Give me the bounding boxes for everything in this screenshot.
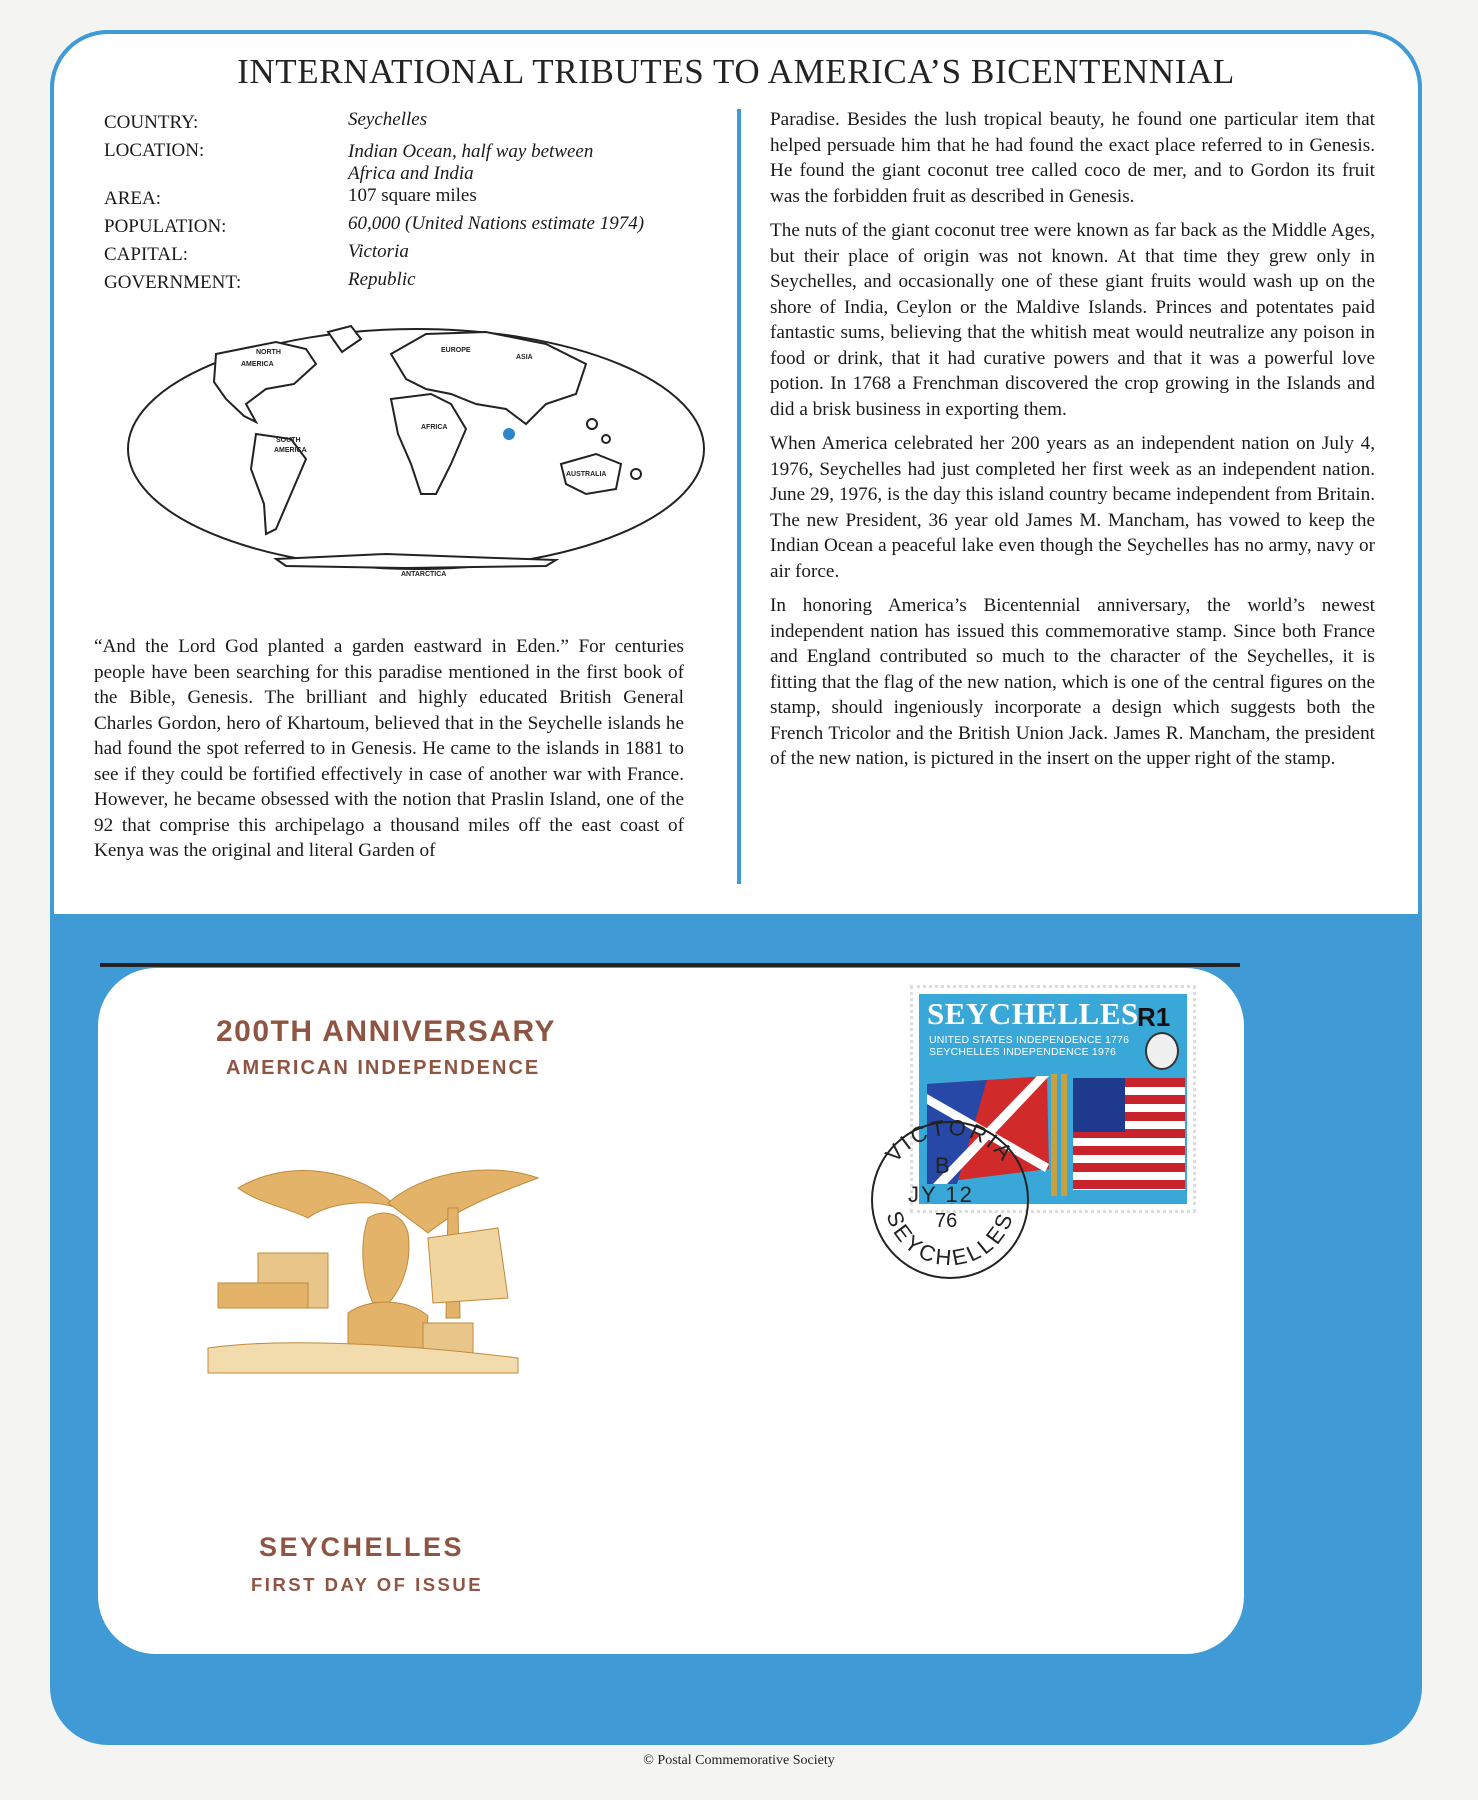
svg-text:VICTORIA <box>880 1114 1019 1166</box>
fact-key: COUNTRY: <box>104 112 199 133</box>
fact-value: Seychelles <box>348 109 428 130</box>
anniversary-heading: 200TH ANNIVERSARY <box>216 1015 557 1048</box>
president-portrait-icon <box>1145 1032 1179 1070</box>
map-label-north-america-1: NORTH <box>256 349 281 356</box>
stamp-caption-2: SEYCHELLES INDEPENDENCE 1976 <box>929 1046 1117 1058</box>
postmark-cancellation <box>860 1110 1040 1290</box>
fact-key: CAPITAL: <box>104 244 188 265</box>
postmark-country: SEYCHELLES <box>881 1207 1019 1271</box>
first-day-label: FIRST DAY OF ISSUE <box>251 1574 484 1595</box>
map-label-australia: AUSTRALIA <box>566 471 607 478</box>
page-title: INTERNATIONAL TRIBUTES TO AMERICA’S BICENTENNIAL <box>237 52 1235 91</box>
envelope-insert-line <box>100 963 1240 967</box>
us-flag-icon <box>1073 1078 1185 1190</box>
fact-key: GOVERNMENT: <box>104 272 242 293</box>
map-label-africa: AFRICA <box>421 424 448 431</box>
fact-value: 107 square miles <box>348 185 477 206</box>
postmark-year: 76 <box>935 1210 958 1232</box>
fact-value: Victoria <box>348 241 409 262</box>
copyright-footer: © Postal Commemorative Society <box>643 1753 835 1768</box>
map-label-europe: EUROPE <box>441 347 471 354</box>
stamp-caption-1: UNITED STATES INDEPENDENCE 1776 <box>929 1034 1130 1046</box>
column-divider <box>737 109 741 884</box>
stamp-value: R1 <box>1137 1002 1171 1032</box>
map-label-north-america-2: AMERICA <box>241 361 274 368</box>
first-day-country: SEYCHELLES <box>259 1532 465 1562</box>
map-label-south-america-2: AMERICA <box>274 447 307 454</box>
map-label-antarctica: ANTARCTICA <box>401 571 447 578</box>
narrative-right <box>770 107 1375 781</box>
postmark-date: JY 12 <box>908 1182 974 1207</box>
fact-key: AREA: <box>104 188 161 209</box>
world-map <box>106 304 726 604</box>
map-label-asia: ASIA <box>516 354 533 361</box>
fact-value: 60,000 (United Nations estimate 1974) <box>348 213 645 234</box>
info-panel <box>50 30 1422 918</box>
fact-key: LOCATION: <box>104 140 205 161</box>
stamp-country: SEYCHELLES <box>927 996 1139 1031</box>
postmark-city: VICTORIA <box>880 1114 1020 1167</box>
postmark-letter: B <box>935 1153 950 1178</box>
narrative-paragraph: In honoring America’s Bicentennial anniversary, the world’s newest independent nation has issued this commemorative stamp. Since both France and England contributed so much to the character of the Seychelles, it is fitting that the flag of the new nation, which is one of the central figures on the stamp, should ingeniously incorporate a design which suggests both the French Tricolor and the British Union Jack. James R. Mancham, the president of the new nation, is pictured in the insert on the upper right of the stamp. <box>770 595 1375 769</box>
fact-key: POPULATION: <box>104 216 227 237</box>
anniversary-subheading: AMERICAN INDEPENDENCE <box>226 1057 541 1079</box>
world-map-graphic <box>106 304 726 604</box>
eagle-cachet-illustration <box>198 1148 558 1398</box>
narrative-paragraph: The nuts of the giant coconut tree were known as far back as the Middle Ages, but their place of origin was not known. At that time they grew only in Seychelles, and occasionally one of these giant fruits would wash up on the shore of India, Ceylon or the Maldive Islands. Princes and potentates paid fantastic sums, believing that the whitish meat would neutralize any poison in food or drink, that it had curative powers and that it was a powerful love potion. In 1768 a Frenchman discovered the crop growing in the Islands and did a brisk business in exporting them. <box>770 220 1375 420</box>
fact-value: Indian Ocean, half way between Africa and India <box>348 141 594 184</box>
map-label-south-america-1: SOUTH <box>276 437 301 444</box>
narrative-paragraph: Paradise. Besides the lush tropical beauty, he found one particular item that helped persuade him that he had found the exact place referred to in Genesis. He found the giant coconut tree called coco de mer, and to Gordon its fruit was the forbidden fruit as described in Genesis. <box>770 109 1375 207</box>
fact-value: Republic <box>348 269 416 290</box>
narrative-left: “And the Lord God planted a garden eastward in Eden.” For centuries people have been searching for this paradise mentioned in the first book of the Bible, Genesis. The brilliant and highly educated British General Charles Gordon, hero of Khartoum, believed that in the Seychelle islands he had found the spot referred to in Genesis. He came to the islands in 1881 to see if they could be fortified effectively in case of another war with France. However, he became obsessed with the notion that Praslin Island, one of the 92 that comprise this archipelago a thousand miles off the east coast of Kenya was the original and literal Garden of <box>94 636 684 861</box>
seychelles-location-marker <box>503 428 515 440</box>
narrative-paragraph: When America celebrated her 200 years as an independent nation on July 4, 1976, Seychelles had just completed her first week as an independent nation. June 29, 1976, is the day this island country became independent from Britain. The new President, 36 year old James M. Mancham, has vowed to keep the Indian Ocean a peaceful lake even though the Seychelles has no army, navy or air force. <box>770 433 1375 582</box>
